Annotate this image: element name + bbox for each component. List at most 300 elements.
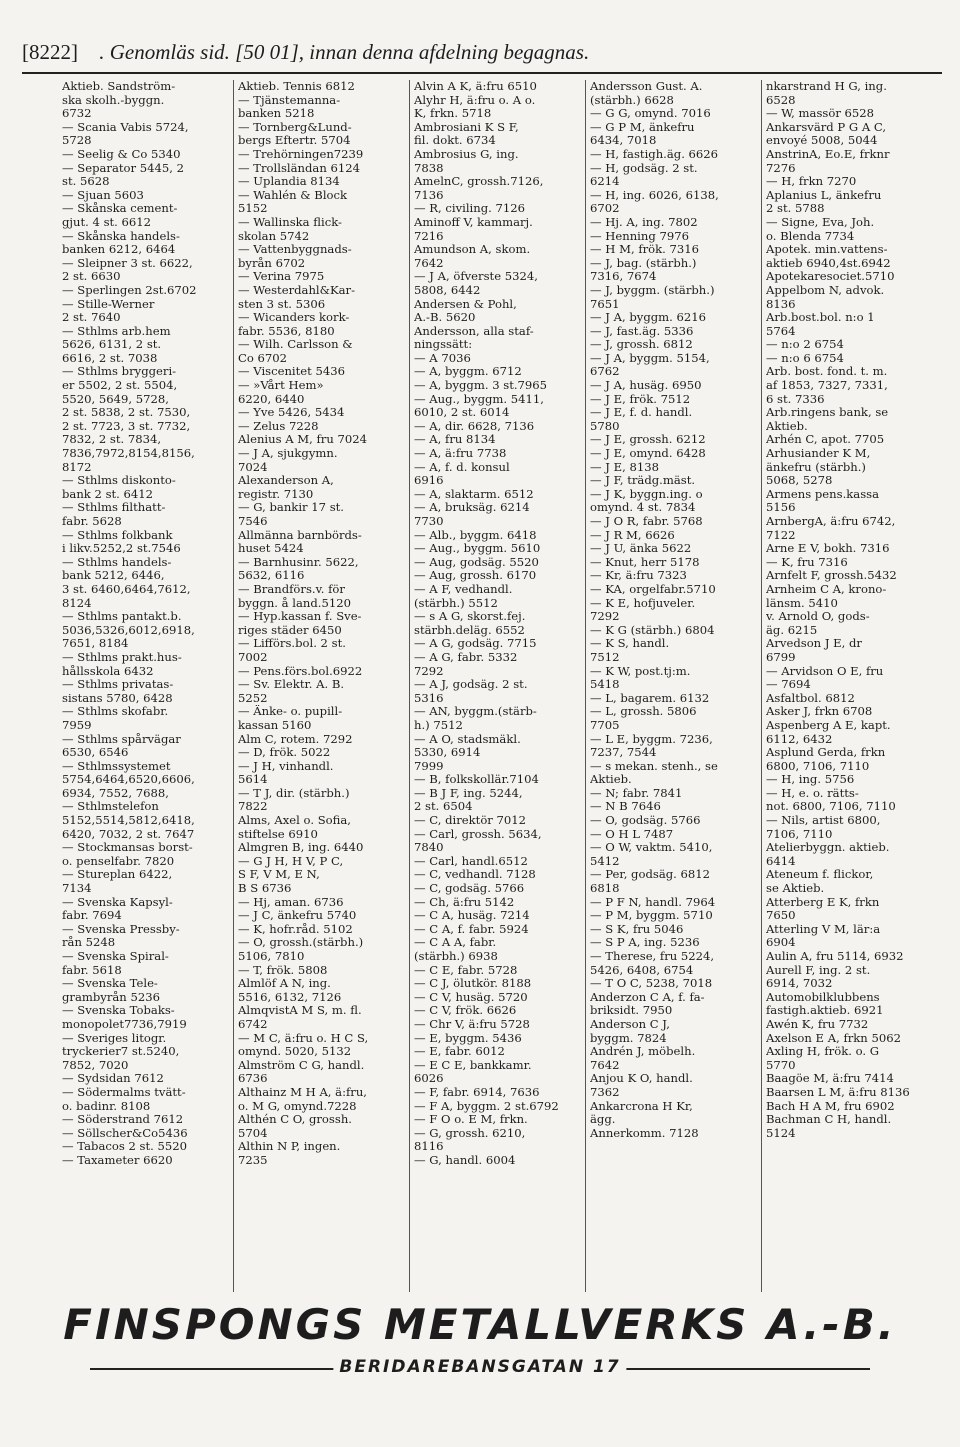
directory-entry-line: — K S, handl. [590,637,670,651]
directory-entry-line: o. penselfabr. 7820 [62,854,175,868]
directory-entry-line: — H, fastigh.äg. 6626 [590,147,719,161]
directory-entry-line: — Skånska handels- [62,229,180,243]
directory-entry-line: — Sthlms folkbank [62,528,173,542]
directory-entry-line: 8116 [414,1140,444,1154]
directory-entry-line: 6799 [766,650,796,664]
directory-entry-line: — O, godsäg. 5766 [590,814,701,828]
directory-entry-line: Alexanderson A, [238,474,334,488]
directory-entry-line: — Ch, ä:fru 5142 [414,895,515,909]
directory-entry-line: — Wicanders kork- [238,311,350,325]
directory-entry-line: — J, byggm. (stärbh.) [590,283,715,297]
directory-entry-line: — A, fru 8134 [414,433,496,447]
directory-entry-line: — C A, husäg. 7214 [414,909,530,923]
directory-entry-line: 7651, 8184 [62,637,129,651]
directory-entry-line: 7822 [238,800,268,814]
directory-entry-line: Awén K, fru 7732 [766,1017,869,1031]
directory-entry-line: st. 5628 [62,175,110,189]
directory-entry-line: 7650 [766,909,796,923]
directory-entry-line: — Yve 5426, 5434 [238,406,345,420]
directory-entry-line: — K W, post.tj:m. [590,664,691,678]
directory-entry-line: — J, bag. (stärbh.) [590,256,697,270]
directory-entry-line: Arvedson J E, dr [766,637,862,651]
directory-entry-line: 7840 [414,841,444,855]
directory-entry-line: 2 st. 6630 [62,270,121,284]
directory-entry-line: — Chr V, ä:fru 5728 [414,1017,530,1031]
directory-entry-line: nkarstrand H G, ing. [766,80,887,93]
directory-entry-line: 6800, 7106, 7110 [766,759,870,773]
directory-entry-line: AnstrinA, Eo.E, frknr [766,147,890,161]
directory-entry-line: o. Blenda 7734 [766,229,855,243]
directory-entry-line: bank 2 st. 6412 [62,487,154,501]
directory-entry-line: — Alb., byggm. 6418 [414,528,537,542]
column-2 [234,80,410,1292]
directory-entry-line: 8136 [766,297,796,311]
directory-entry-line: 7362 [590,1085,620,1099]
directory-entry-line: — Stille-Werner [62,297,155,311]
directory-entry-line: — K E, hofjuveler. [590,596,696,610]
directory-entry-line: — N B 7646 [590,800,661,814]
directory-entry-line: — C V, husäg. 5720 [414,990,528,1004]
directory-entry-line: — Per, godsäg. 6812 [590,868,711,882]
directory-entry-line: — Aug, grossh. 6170 [414,569,537,583]
directory-entry-line: 7292 [414,664,444,678]
directory-entry-line: — J A, husäg. 6950 [590,379,702,393]
directory-entry-line: — J A, öfverste 5324, [414,270,538,284]
directory-entry-line: Aurell F, ing. 2 st. [766,963,871,977]
directory-entry-line: envoyé 5008, 5044 [766,134,878,148]
directory-entry-line: — Stureplan 6422, [62,868,173,882]
directory-entry-line: — J C, änkefru 5740 [238,909,357,923]
directory-entry-line: 7292 [590,610,620,624]
directory-entry-line: Axling H, frök. o. G [766,1045,879,1059]
directory-entry-line: — J E, f. d. handl. [590,406,693,420]
directory-entry-line: — Verina 7975 [238,270,325,284]
directory-entry-line: — Tabacos 2 st. 5520 [62,1140,188,1154]
directory-entry-line: Ambrosiani K S F, [414,120,519,134]
directory-entry-line: 7235 [238,1153,268,1167]
directory-entry-line: — K, fru 7316 [766,555,848,569]
directory-columns [58,80,940,1292]
directory-entry-line: 5754,6464,6520,6606, [62,773,195,787]
directory-entry-line: Asplund Gerda, frkn [766,746,886,760]
column-5 [762,80,938,1292]
directory-entry-line: ningssätt: [414,338,473,352]
directory-entry-line: 5036,5326,6012,6918, [62,623,195,637]
directory-entry-line: — A, f. d. konsul [414,460,510,474]
directory-entry-line: 5626, 6131, 2 st. [62,338,162,352]
directory-entry-line: 7276 [766,161,796,175]
directory-entry-line: — Änke- o. pupill- [238,705,343,719]
directory-entry-line: — M C, ä:fru o. H C S, [238,1031,369,1045]
directory-entry-line: Aktieb. [590,773,632,787]
directory-entry-line: 7999 [414,759,444,773]
directory-entry-line: Baagöe M, ä:fru 7414 [766,1072,894,1086]
directory-entry-line: — Södermalms tvätt- [62,1085,186,1099]
directory-entry-line: 5632, 6116 [238,569,305,583]
directory-entry-line: — A, ä:fru 7738 [414,447,507,461]
directory-entry-line: — P F N, handl. 7964 [590,895,716,909]
directory-entry-line: Aktieb. [766,419,808,433]
directory-entry-line: — H, ing. 5756 [766,773,855,787]
directory-entry-line: Aminoff V, kammarj. [414,215,533,229]
directory-entry-line: — F A, byggm. 2 st.6792 [414,1099,559,1113]
directory-entry-line: — Sjuan 5603 [62,188,144,202]
directory-entry-line: — D, frök. 5022 [238,746,331,760]
directory-entry-line: — Westerdahl&Kar- [238,283,355,297]
directory-entry-line: Arne E V, bokh. 7316 [766,542,890,556]
directory-entry-line: — C A A, fabr. [414,936,497,950]
directory-entry-line: Alms, Axel o. Sofia, [238,814,351,828]
directory-entry-line: — T O C, 5238, 7018 [590,977,713,991]
directory-entry-line: 7237, 7544 [590,746,657,760]
directory-entry-line: — Signe, Eva, Joh. [766,215,875,229]
directory-entry-line: 7136 [414,188,444,202]
directory-entry-line: — J E, 8138 [590,460,659,474]
directory-entry-line: 7852, 7020 [62,1058,129,1072]
directory-entry-line: Arb.ringens bank, se [766,406,889,420]
directory-entry-line: Bach H A M, fru 6902 [766,1099,895,1113]
advertiser-address: BERIDAREBANSGATAN 17 [333,1357,626,1377]
directory-entry-line: — Sthlms handels- [62,555,172,569]
directory-entry-line: — O, grossh.(stärbh.) [238,936,364,950]
directory-entry-line: — Hj, aman. 6736 [238,895,344,909]
directory-entry-line: fabr. 7694 [62,909,122,923]
directory-entry-line: 7959 [62,718,92,732]
directory-entry-line: — K, hofr.råd. 5102 [238,922,353,936]
directory-entry-line: 5316 [414,691,444,705]
directory-entry-line: h.) 7512 [414,718,463,732]
directory-entry-line: 6616, 2 st. 7038 [62,351,158,365]
directory-entry-line: sten 3 st. 5306 [238,297,326,311]
directory-entry-line: änkefru (stärbh.) [766,460,866,474]
directory-entry-line: — J E, frök. 7512 [590,392,691,406]
directory-entry-line: — Skånska cement- [62,202,178,216]
directory-entry-line: — Svenska Kapsyl- [62,895,173,909]
directory-entry-line: — C J, ölutkör. 8188 [414,977,532,991]
page-header [22,40,942,74]
directory-entry-line: — A G, godsäg. 7715 [414,637,537,651]
directory-entry-line: — A, dir. 6628, 7136 [414,419,535,433]
directory-entry-line: Aktieb. Tennis 6812 [238,80,355,93]
directory-entry-line: — Sthlms arb.hem [62,324,171,338]
directory-entry-line: Andrén J, möbelh. [590,1045,696,1059]
directory-entry-line: Apotek. min.vattens- [766,243,888,257]
directory-entry-line: — E, byggm. 5436 [414,1031,522,1045]
directory-entry-line: af 1853, 7327, 7331, [766,379,888,393]
directory-entry-line: 7316, 7674 [590,270,657,284]
directory-entry-line: — Trehörningen7239 [238,147,364,161]
directory-entry-line: — F, fabr. 6914, 7636 [414,1085,540,1099]
advertiser-name: FINSPONGS METALLVERKS A.-B. [63,1300,897,1349]
directory-entry-line: Alm C, rotem. 7292 [238,732,353,746]
directory-entry-line: Atterberg E K, frkn [766,895,880,909]
directory-entry-line: 6914, 7032 [766,977,833,991]
directory-entry-line: Baarsen L M, ä:fru 8136 [766,1085,910,1099]
directory-entry-line: 6214 [590,175,620,189]
directory-entry-line: 7832, 2 st. 7834, [62,433,162,447]
directory-entry-line: fil. dokt. 6734 [414,134,496,148]
directory-entry-line: Allmänna barnbörds- [238,528,362,542]
directory-entry-line: — A O, stadsmäkl. [414,732,521,746]
directory-entry-line: sistans 5780, 6428 [62,691,173,705]
directory-entry-line: (stärbh.) 6628 [590,93,674,107]
directory-entry-line: i likv.5252,2 st.7546 [62,542,181,556]
directory-entry-line: — C V, frök. 6626 [414,1004,517,1018]
directory-entry-line: Arhén C, apot. 7705 [766,433,885,447]
directory-entry-line: — Sperlingen 2st.6702 [62,283,197,297]
directory-entry-line: — H M, frök. 7316 [590,243,700,257]
directory-entry-line: Althin N P, ingen. [238,1140,341,1154]
directory-entry-line: — Knut, herr 5178 [590,555,700,569]
directory-entry-line: — G, grossh. 6210, [414,1126,526,1140]
directory-entry-line: — Wahlén & Block [238,188,348,202]
directory-entry-line: 2 st. 7640 [62,311,121,325]
directory-entry-line: Aplanius L, änkefru [766,188,882,202]
directory-entry-line: — Stockmansas borst- [62,841,193,855]
directory-entry-line: — A, byggm. 3 st.7965 [414,379,548,393]
directory-entry-line: Almgren B, ing. 6440 [238,841,364,855]
directory-entry-line: — J R M, 6626 [590,528,675,542]
directory-entry-line: Annerkomm. 7128 [590,1126,699,1140]
directory-entry-line: — Viscenitet 5436 [238,365,346,379]
directory-entry-line: riges städer 6450 [238,623,342,637]
directory-entry-line: — Sydsidan 7612 [62,1072,164,1086]
footer-advertisement [30,1300,930,1390]
directory-entry-line: — Seelig & Co 5340 [62,147,181,161]
directory-entry-line: fabr. 5628 [62,515,122,528]
directory-entry-line: 2 st. 6504 [414,800,473,814]
directory-entry-line: — s mekan. stenh., se [590,759,718,773]
directory-entry-line: — Aug, godsäg. 5520 [414,555,539,569]
directory-entry-line: — C A, f. fabr. 5924 [414,922,529,936]
directory-entry-line: 6904 [766,936,796,950]
directory-entry-line: AmelnC, grossh.7126, [414,175,544,189]
directory-entry-line: 6916 [414,474,444,488]
directory-entry-line: fabr. 5618 [62,963,122,977]
directory-entry-line: se Aktieb. [766,882,825,896]
directory-entry-line: — Barnhusinr. 5622, [238,555,359,569]
directory-entry-line: Arnfelt F, grossh.5432 [766,569,897,583]
directory-entry-line: AlmqvistA M S, m. fl. [238,1004,362,1018]
directory-entry-line: — C, direktör 7012 [414,814,527,828]
directory-entry-line: Anderson C J, [590,1017,670,1031]
directory-entry-line: — KA, orgelfabr.5710 [590,582,716,596]
directory-entry-line: — J E, grossh. 6212 [590,433,706,447]
directory-entry-line: skolan 5742 [238,229,310,243]
header-rule [22,72,942,74]
directory-entry-line: omynd. 4 st. 7834 [590,501,696,515]
directory-entry-line: — P M, byggm. 5710 [590,909,713,923]
directory-entry-line: Apotekaresociet.5710 [766,270,895,284]
directory-entry-line: 5728 [62,134,92,148]
directory-entry-line: 6 st. 7336 [766,392,825,406]
directory-entry-line: — Carl, handl.6512 [414,854,528,868]
directory-entry-line: 5124 [766,1126,796,1140]
directory-entry-line: huset 5424 [238,542,304,556]
directory-entry-line: — Zelus 7228 [238,419,319,433]
directory-entry-line: — Lifförs.bol. 2 st. [238,637,346,651]
column-3 [410,80,586,1292]
column-1 [58,80,234,1292]
directory-entry-line: Alyhr H, ä:fru o. A o. [414,93,536,107]
directory-entry-line: Althainz M H A, ä:fru, [238,1085,367,1099]
directory-entry-line: — R, civiling. 7126 [414,202,526,216]
directory-entry-line: 5770 [766,1058,796,1072]
directory-entry-line: 5780 [590,419,620,433]
directory-entry-line: 6414 [766,854,796,868]
address-row [30,1357,930,1381]
directory-entry-line: 5152 [238,202,268,216]
directory-entry-line: — Scania Vabis 5724, [62,120,189,134]
directory-entry-line: Aspenberg A E, kapt. [766,718,891,732]
directory-entry-line: — H, frkn 7270 [766,175,857,189]
directory-entry-line: Atelierbyggn. aktieb. [766,841,890,855]
directory-entry-line: — Svenska Tobaks- [62,1004,175,1018]
directory-entry-line: — Therese, fru 5224, [590,950,715,963]
directory-entry-line: 6530, 6546 [62,746,129,760]
directory-entry-line: — Arvidson O E, fru [766,664,884,678]
directory-entry-line: 3 st. 6460,6464,7612, [62,582,191,596]
directory-entry-line: — J A, sjukgymn. [238,447,338,461]
directory-entry-line: — A G, fabr. 5332 [414,650,518,664]
directory-entry-line: Andersson Gust. A. [590,80,703,93]
directory-entry-line: Ateneum f. flickor, [766,868,874,882]
directory-entry-line: — C, godsäg. 5766 [414,882,525,896]
directory-entry-line: — Sthlms spårvägar [62,732,181,746]
directory-entry-line: Asker J, frkn 6708 [766,705,873,719]
directory-entry-line: Arnheim C A, krono- [766,582,887,596]
directory-entry-line: 6528 [766,93,796,107]
directory-entry-line: B S 6736 [238,882,292,896]
directory-entry-line: Bachman C H, handl. [766,1113,892,1127]
directory-entry-line: — Brandförs.v. för [238,582,345,596]
directory-entry-line: fabr. 5536, 8180 [238,324,335,338]
directory-entry-line: — J, grossh. 6812 [590,338,693,352]
directory-entry-line: — Nils, artist 6800, [766,814,881,828]
directory-entry-line: — Sthlms bryggeri- [62,365,177,379]
directory-entry-line: 5152,5514,5812,6418, [62,814,195,828]
directory-entry-line: — F O o. E M, frkn. [414,1113,528,1127]
column-4 [586,80,762,1292]
directory-entry-line: 6818 [590,882,620,896]
directory-entry-line: — O W, vaktm. 5410, [590,841,713,855]
directory-entry-line: 6112, 6432 [766,732,833,746]
header-instruction: . Genomläs sid. [50 01], innan denna afdelning begagnas. [99,40,590,64]
directory-entry-line: registr. 7130 [238,487,314,501]
directory-entry-line: rån 5248 [62,936,116,950]
directory-entry-line: Automobilklubbens [766,990,880,1004]
directory-entry-line: hållsskola 6432 [62,664,154,678]
directory-entry-line: 7002 [238,650,268,664]
directory-entry-line: (stärbh.) 6938 [414,950,498,963]
directory-entry-line: ska skolh.-byggn. [62,93,165,107]
directory-entry-line: 5418 [590,678,620,692]
directory-entry-line: — S K, fru 5046 [590,922,684,936]
directory-entry-line: — Söderstrand 7612 [62,1113,184,1127]
directory-entry-line: Arb. bost. fond. t. m. [766,365,888,379]
directory-entry-line: Aktieb. Sandström- [62,80,176,93]
directory-entry-line: — G G, omynd. 7016 [590,107,711,121]
directory-entry-line: 8124 [62,596,92,610]
directory-entry-line: 2 st. 5788 [766,202,825,216]
directory-entry-line: gjut. 4 st. 6612 [62,215,152,229]
directory-entry-line: 5252 [238,691,268,705]
directory-entry-line: bergs Eftertr. 5704 [238,134,351,148]
directory-entry-line: Alenius A M, fru 7024 [238,433,368,447]
directory-entry-line: Alvin A K, ä:fru 6510 [414,80,537,93]
directory-entry-line: — Separator 5445, 2 [62,161,184,175]
directory-entry-line: — E, fabr. 6012 [414,1045,505,1059]
directory-entry-line: äg. 6215 [766,623,818,637]
directory-entry-line: Althén C O, grossh. [238,1113,352,1127]
directory-entry-line: bank 5212, 6446, [62,569,165,583]
directory-entry-line: — Tornberg&Lund- [238,120,352,134]
directory-entry-line: 7106, 7110 [766,827,833,841]
directory-entry-line: — A, slaktarm. 6512 [414,487,534,501]
directory-entry-line: (stärbh.) 5512 [414,596,498,610]
directory-entry-line: Arhusiander K M, [766,447,871,461]
directory-entry-line: — Tjänstemanna- [238,93,341,107]
directory-entry-line: — Sthlms skofabr. [62,705,169,719]
directory-entry-line: — H, e. o. rätts- [766,786,859,800]
directory-entry-line: — G P M, änkefru [590,120,695,134]
directory-entry-line: byggn. å land.5120 [238,596,351,610]
directory-entry-line: — Hyp.kassan f. Sve- [238,610,362,624]
directory-entry-line: — Aug., byggm. 5610 [414,542,541,556]
directory-entry-line: — Sthlms filthatt- [62,501,166,515]
directory-entry-line: Armens pens.kassa [766,487,880,501]
directory-entry-line: — »Vårt Hem» [238,379,324,393]
directory-entry-line: — 7694 [766,678,811,692]
directory-entry-line: — A 7036 [414,351,471,365]
directory-entry-line: — A J, godsäg. 2 st. [414,678,528,692]
directory-entry-line: fastigh.aktieb. 6921 [766,1004,884,1018]
directory-entry-line: Ankarcrona H Kr, [590,1099,693,1113]
directory-entry-line: — Carl, grossh. 5634, [414,827,542,841]
directory-entry-line: Anderzon C A, f. fa- [590,990,705,1004]
directory-entry-line: — H, godsäg. 2 st. [590,161,698,175]
directory-entry-line: — H, ing. 6026, 6138, [590,188,719,202]
directory-entry-line: ArnbergA, ä:fru 6742, [766,515,896,528]
directory-entry-line: — A, byggm. 6712 [414,365,522,379]
directory-entry-line: 5412 [590,854,620,868]
directory-entry-line: — B J F, ing. 5244, [414,786,523,800]
directory-entry-line: kassan 5160 [238,718,312,732]
directory-entry-line: — J U, änka 5622 [590,542,692,556]
directory-entry-line: byrån 6702 [238,256,306,270]
directory-entry-line: Co 6702 [238,351,288,365]
directory-entry-line: byggm. 7824 [590,1031,667,1045]
directory-entry-line: Axelson E A, frkn 5062 [766,1031,901,1045]
directory-entry-line: — Svenska Tele- [62,977,158,991]
directory-entry-line: — Vattenbyggnads- [238,243,352,257]
page-number: [8222] [22,40,78,64]
directory-entry-line: stärbh.deläg. 6552 [414,623,525,637]
directory-entry-line: — B, folkskollär.7104 [414,773,539,787]
directory-entry-line: — A, bruksäg. 6214 [414,501,530,515]
directory-entry-line: — C, vedhandl. 7128 [414,868,536,882]
directory-entry-line: 7122 [766,528,796,542]
directory-entry-line: not. 6800, 7106, 7110 [766,800,896,814]
directory-entry-line: 5614 [238,773,268,787]
directory-entry-line: — Wallinska flick- [238,215,342,229]
directory-entry-line: 7642 [590,1058,620,1072]
directory-entry-line: — n:o 6 6754 [766,351,844,365]
directory-entry-line: — Svenska Pressby- [62,922,180,936]
directory-entry-line: Andersson, alla staf- [414,324,534,338]
directory-entry-line: 5516, 6132, 7126 [238,990,342,1004]
directory-entry-line: — L, grossh. 5806 [590,705,697,719]
